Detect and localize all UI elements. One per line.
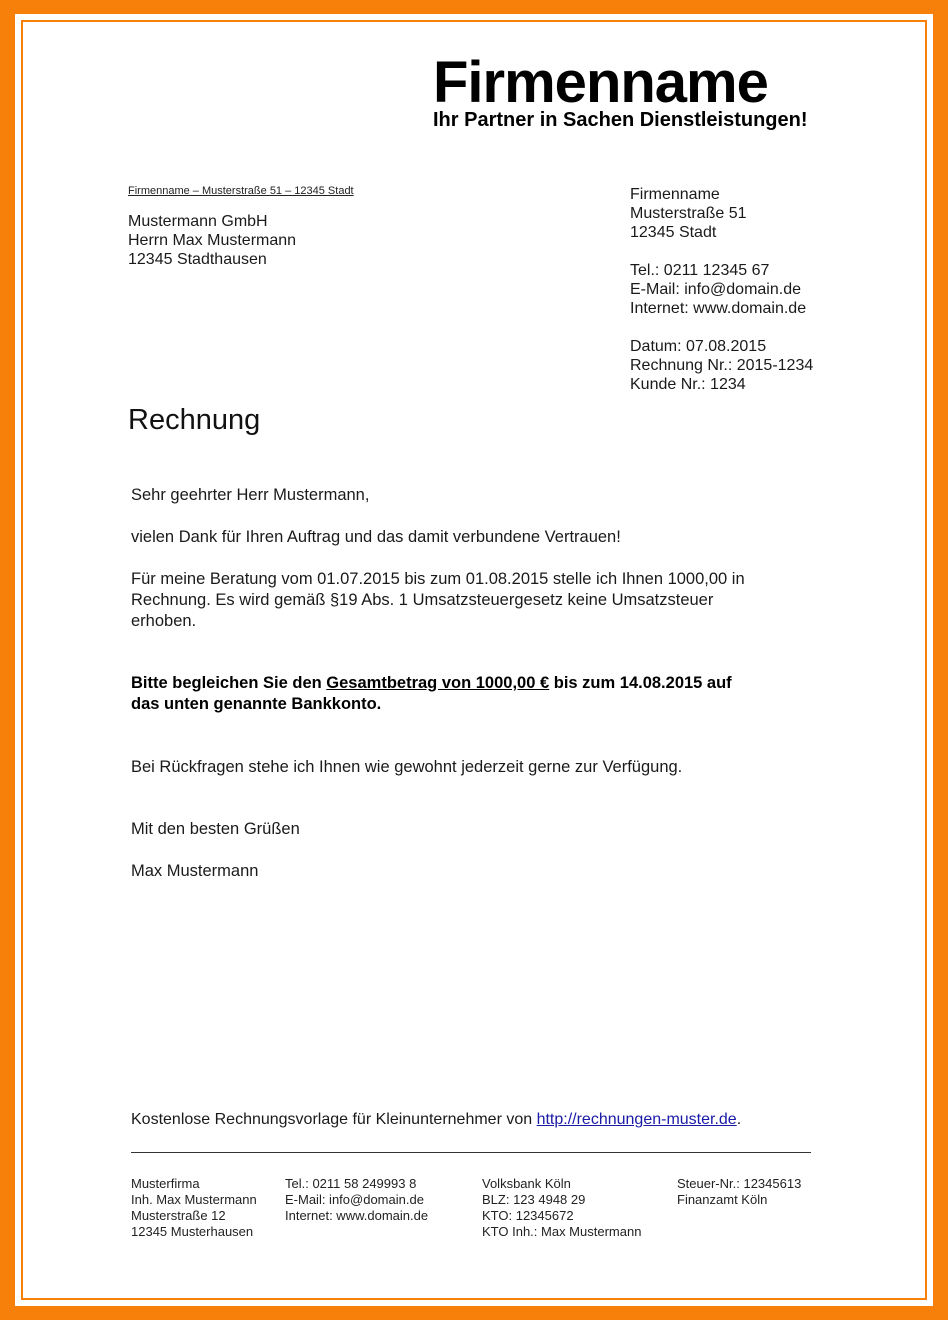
footer-company: [131, 1176, 257, 1240]
sender-phone: Tel.: 0211 12345 67: [630, 262, 770, 279]
closing-line: Mit den besten Grüßen: [131, 820, 300, 838]
footer-line: 12345 Musterhausen: [131, 1224, 254, 1239]
document-title: Rechnung: [128, 404, 261, 436]
footer-bank: [482, 1176, 641, 1240]
sender-address-line: 12345 Stadt: [630, 224, 717, 241]
service-paragraph: [131, 569, 745, 632]
recipient-line: 12345 Stadthausen: [128, 251, 267, 268]
service-line: Rechnung. Es wird gemäß §19 Abs. 1 Umsatzsteuergesetz keine Umsatzsteuer: [131, 591, 714, 609]
footer-line: Volksbank Köln: [482, 1176, 571, 1191]
footer-line: Tel.: 0211 58 249993 8: [285, 1176, 417, 1191]
payment-paragraph: [131, 673, 732, 715]
footer-line: Musterfirma: [131, 1176, 200, 1191]
signature-name: Max Mustermann: [131, 862, 259, 880]
total-amount: Gesamtbetrag von 1000,00 €: [326, 674, 550, 692]
customer-number: Kunde Nr.: 1234: [630, 376, 746, 393]
footer-line: Steuer-Nr.: 12345613: [677, 1176, 802, 1191]
sender-address-line: Firmenname: [630, 186, 720, 203]
company-logo-title: Firmenname: [433, 50, 768, 115]
thanks-paragraph: vielen Dank für Ihren Auftrag und das damit verbundene Vertrauen!: [131, 528, 621, 546]
footer-line: BLZ: 123 4948 29: [482, 1192, 586, 1207]
footer-contact: [285, 1176, 428, 1224]
footer-line: Internet: www.domain.de: [285, 1208, 429, 1223]
sender-website: Internet: www.domain.de: [630, 300, 807, 317]
sender-email: E-Mail: info@domain.de: [630, 281, 801, 298]
service-line: erhoben.: [131, 612, 197, 630]
template-credit: [131, 1111, 741, 1129]
credit-suffix: .: [736, 1111, 742, 1128]
recipient-address: [128, 212, 296, 269]
credit-text: Kostenlose Rechnungsvorlage für Kleinunternehmer von: [131, 1111, 537, 1128]
footer-line: E-Mail: info@domain.de: [285, 1192, 424, 1207]
payment-text: bis zum 14.08.2015 auf: [549, 674, 732, 692]
footer-divider: [131, 1152, 811, 1153]
payment-text: das unten genannte Bankkonto.: [131, 695, 382, 713]
footer-tax: [677, 1176, 801, 1208]
sender-address-line: Musterstraße 51: [630, 205, 747, 222]
invoice-date: Datum: 07.08.2015: [630, 338, 767, 355]
footer-line: KTO Inh.: Max Mustermann: [482, 1224, 642, 1239]
service-line: Für meine Beratung vom 01.07.2015 bis zum 01.08.2015 stelle ich Ihnen 1000,00 in: [131, 570, 745, 588]
footer-line: Inh. Max Mustermann: [131, 1192, 257, 1207]
payment-text: Bitte begleichen Sie den: [131, 674, 327, 692]
recipient-line: Mustermann GmbH: [128, 213, 268, 230]
credit-link[interactable]: http://rechnungen-muster.de: [536, 1111, 737, 1128]
footer-line: Finanzamt Köln: [677, 1192, 768, 1207]
invoice-page: [15, 14, 933, 1306]
footer-line: Musterstraße 12: [131, 1208, 226, 1223]
return-address-line: Firmenname – Musterstraße 51 – 12345 Stadt: [128, 185, 354, 197]
invoice-number: Rechnung Nr.: 2015-1234: [630, 357, 814, 374]
sender-block: [630, 185, 813, 394]
recipient-line: Herrn Max Mustermann: [128, 232, 297, 249]
footer-line: KTO: 12345672: [482, 1208, 574, 1223]
greeting: Sehr geehrter Herr Mustermann,: [131, 486, 370, 504]
questions-paragraph: Bei Rückfragen stehe ich Ihnen wie gewohnt jederzeit gerne zur Verfügung.: [131, 758, 683, 776]
company-tagline: Ihr Partner in Sachen Dienstleistungen!: [433, 109, 808, 131]
